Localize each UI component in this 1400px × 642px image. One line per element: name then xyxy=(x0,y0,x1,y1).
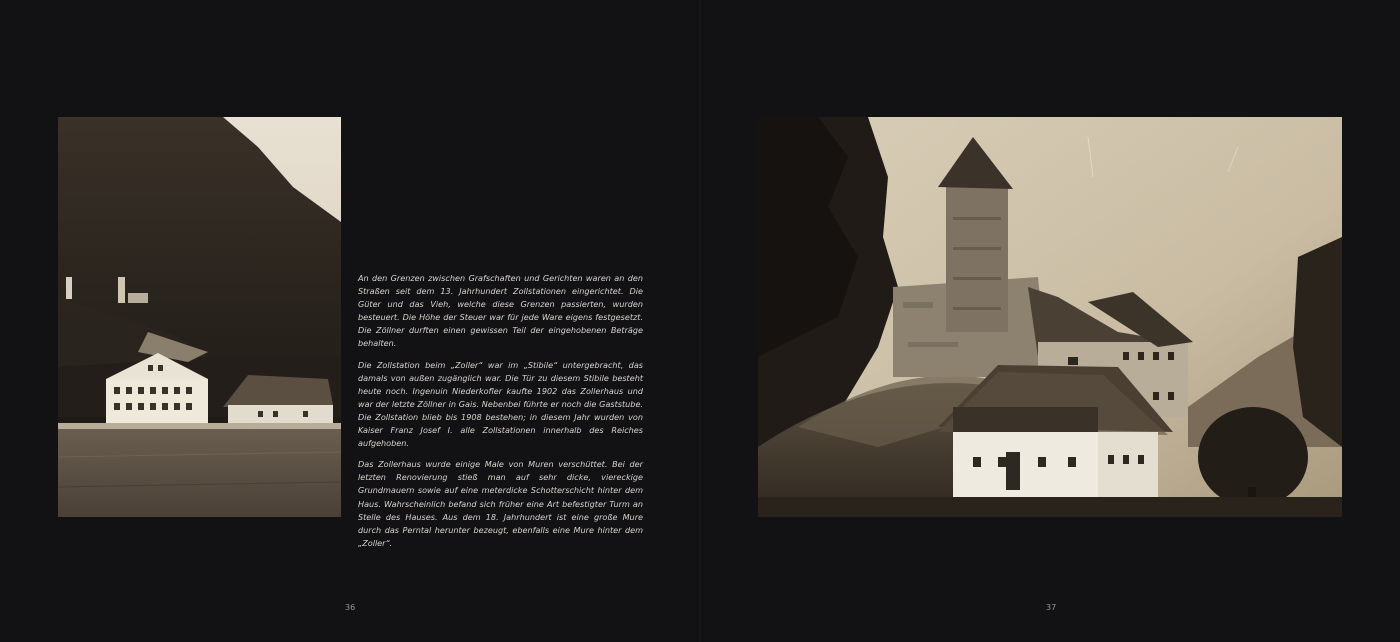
article-paragraph: An den Grenzen zwischen Grafschaften und Gerichten waren an den Straßen seit dem 13. Jahrhundert Zollstationen eingerichtet. Die Güter und das Vieh, welche diese Grenzen passierten, wurden besteuert. Die Höhe der Steuer war für jede Ware eigens festgesetzt. Die Zöllner durften einen gewissen Teil der eingehobenen Beträge behalten. xyxy=(358,273,643,349)
article-text xyxy=(358,272,643,558)
castle-photo xyxy=(758,117,1342,517)
page-number-left: 36 xyxy=(345,603,356,612)
right-page xyxy=(700,0,1400,642)
customs-house-photo-image xyxy=(58,117,341,517)
castle-photo-image xyxy=(758,117,1342,517)
article-paragraph: Das Zollerhaus wurde einige Male von Muren verschüttet. Bei der letzten Renovierung stieß man auf sehr dicke, viereckige Grundmauern sowie auf eine meterdicke Schotterschicht hinter dem Haus. Wahrscheinlich befand sich früher eine Art befestigter Turm an Stelle des Hauses. Aus dem 18. Jahrhundert ist eine große Mure durch das Perntal herunter bezeugt, ebenfalls eine Mure hinter dem „Zoller“. xyxy=(358,459,643,548)
customs-house-photo xyxy=(58,117,341,517)
article-paragraph: Die Zollstation beim „Zoller“ war im „Stibile“ untergebracht, das damals von außen zugänglich war. Die Tür zu diesem Stibile besteht heute noch. Ingenuin Niederkofler kaufte 1902 das Zollerhaus und war der letzte Zöllner in Gais. Nebenbei führte er noch die Gaststube. Die Zollstation blieb bis 1908 bestehen; in diesem Jahr wurden von Kaiser Franz Josef I. alle Zollstationen innerhalb des Reiches aufgehoben. xyxy=(358,359,643,449)
page-number-right: 37 xyxy=(1046,603,1057,612)
